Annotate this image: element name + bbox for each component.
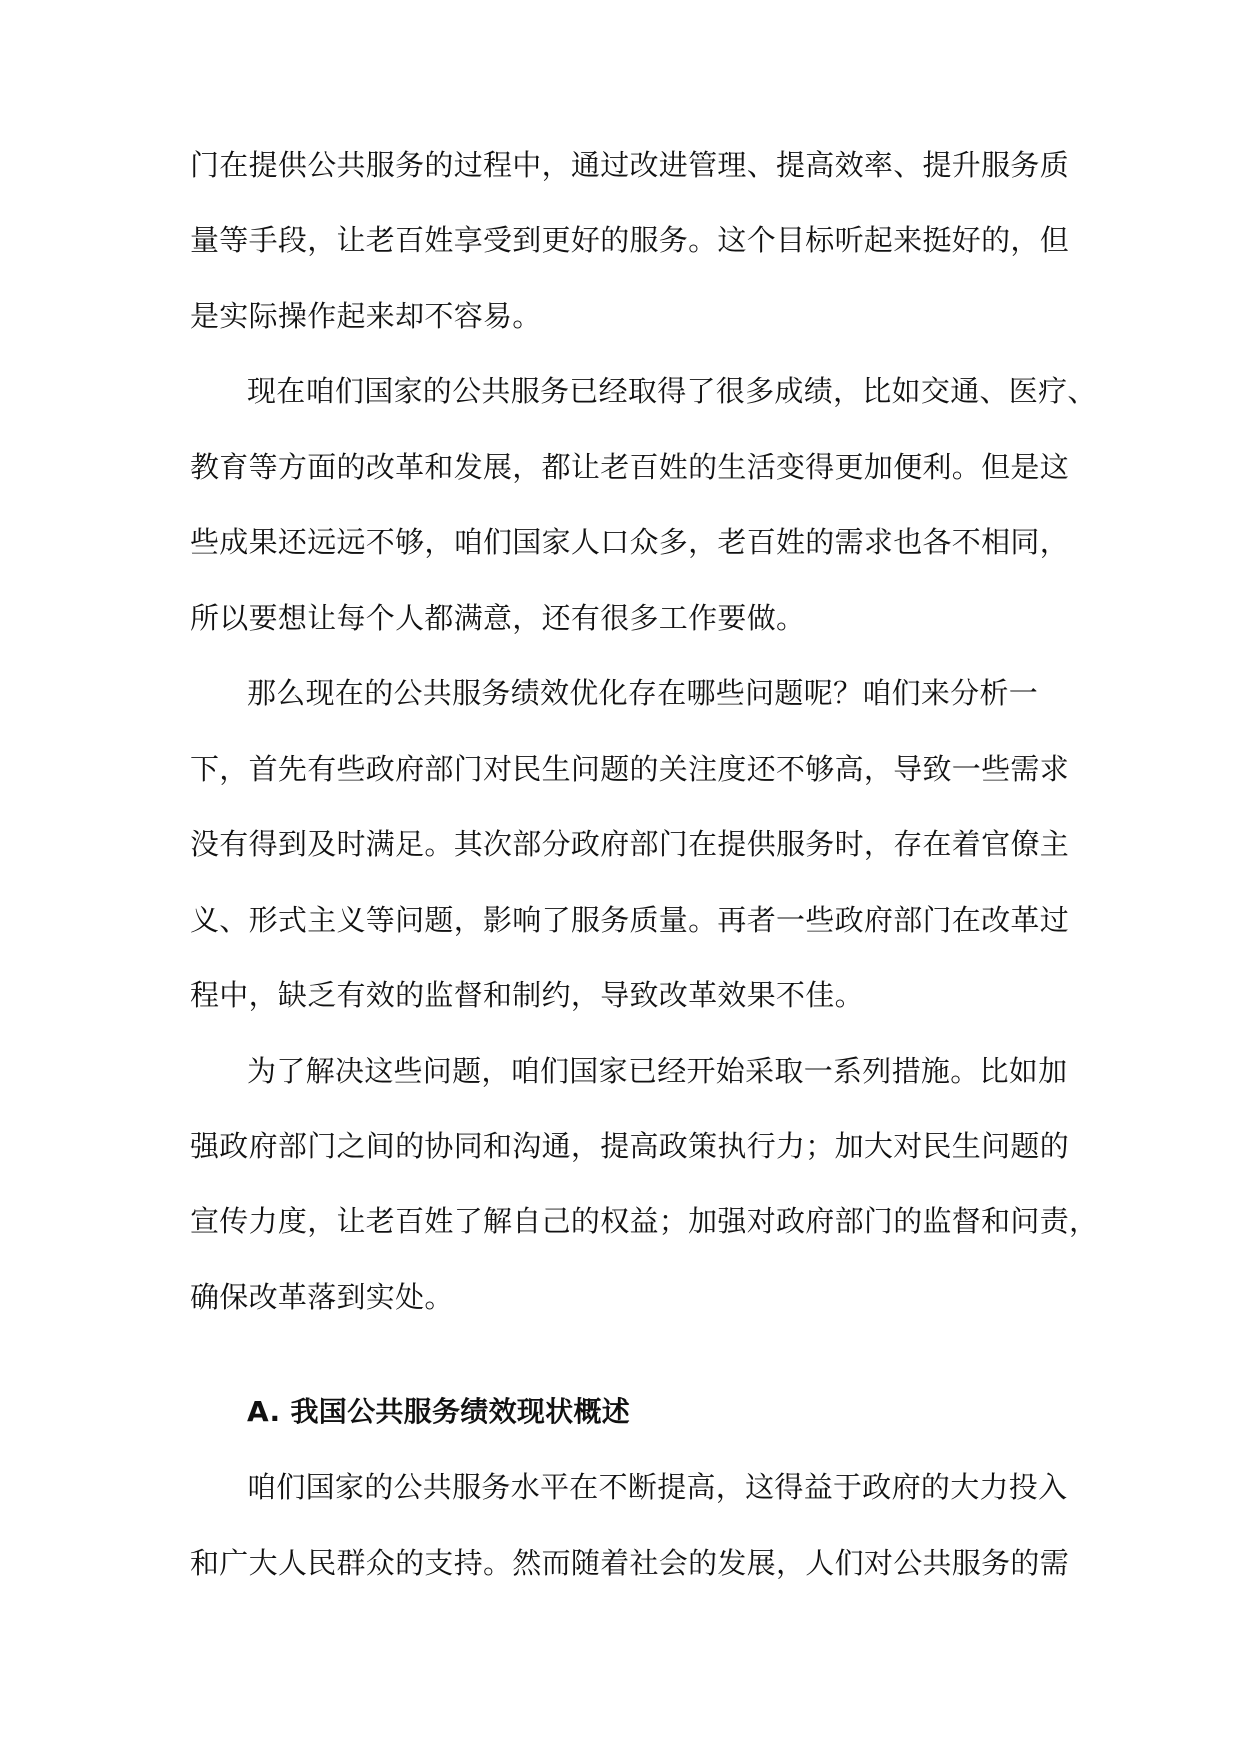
- paragraph-3-line-5: 程中，缺乏有效的监督和制约，导致改革效果不佳。: [190, 978, 864, 1012]
- paragraph-5-line-2: 和广大人民群众的支持。然而随着社会的发展，人们对公共服务的需: [190, 1546, 1070, 1580]
- paragraph-2-line-4: 所以要想让每个人都满意，还有很多工作要做。: [190, 601, 806, 635]
- paragraph-3-line-1: 那么现在的公共服务绩效优化存在哪些问题呢？咱们来分析一: [247, 676, 1039, 710]
- paragraph-2-line-3: 些成果还远远不够，咱们国家人口众多，老百姓的需求也各不相同，: [190, 525, 1070, 559]
- paragraph-2-line-1: 现在咱们国家的公共服务已经取得了很多成绩，比如交通、医疗、: [247, 374, 1097, 408]
- paragraph-1-line-1: 门在提供公共服务的过程中，通过改进管理、提高效率、提升服务质: [190, 148, 1070, 182]
- paragraph-3-line-4: 义、形式主义等问题，影响了服务质量。再者一些政府部门在改革过: [190, 903, 1070, 937]
- section-heading: A. 我国公共服务绩效现状概述: [247, 1395, 631, 1428]
- paragraph-1-line-2: 量等手段，让老百姓享受到更好的服务。这个目标听起来挺好的，但: [190, 223, 1070, 257]
- paragraph-4-line-1: 为了解决这些问题，咱们国家已经开始采取一系列措施。比如加: [247, 1054, 1068, 1088]
- paragraph-3-line-3: 没有得到及时满足。其次部分政府部门在提供服务时，存在着官僚主: [190, 827, 1070, 861]
- paragraph-5-line-1: 咱们国家的公共服务水平在不断提高，这得益于政府的大力投入: [247, 1470, 1068, 1504]
- paragraph-4-line-3: 宣传力度，让老百姓了解自己的权益；加强对政府部门的监督和问责，: [190, 1204, 1099, 1238]
- paragraph-1-line-3: 是实际操作起来却不容易。: [190, 299, 542, 333]
- paragraph-4-line-4: 确保改革落到实处。: [190, 1280, 454, 1314]
- paragraph-4-line-2: 强政府部门之间的协同和沟通，提高政策执行力；加大对民生问题的: [190, 1129, 1070, 1163]
- paragraph-3-line-2: 下，首先有些政府部门对民生问题的关注度还不够高，导致一些需求: [190, 752, 1070, 786]
- paragraph-2-line-2: 教育等方面的改革和发展，都让老百姓的生活变得更加便利。但是这: [190, 450, 1070, 484]
